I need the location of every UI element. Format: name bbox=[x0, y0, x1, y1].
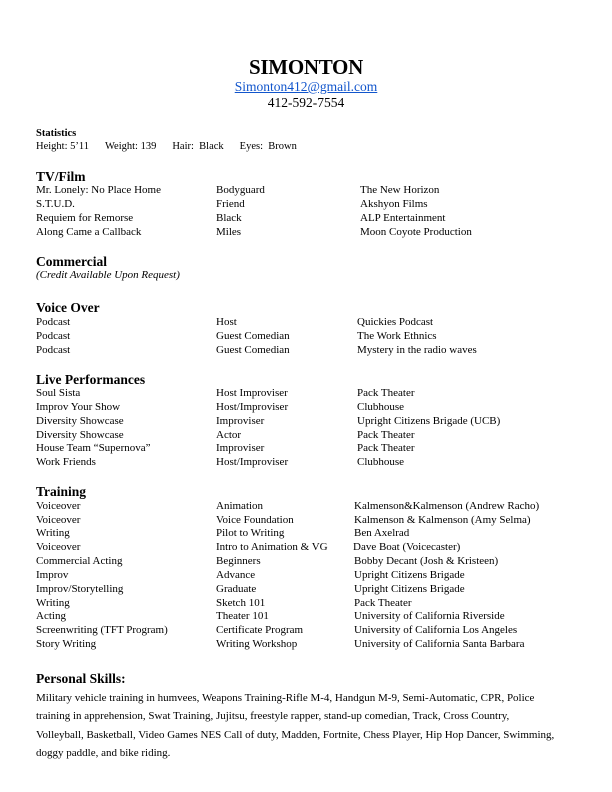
statistics-heading: Statistics bbox=[36, 128, 77, 139]
table-row bbox=[36, 527, 596, 541]
training-subject: Voiceover bbox=[36, 500, 81, 512]
training-course: Sketch 101 bbox=[216, 597, 266, 609]
table-row bbox=[36, 226, 596, 240]
training-school: Ben Axelrad bbox=[354, 527, 410, 539]
training-school: University of California Santa Barbara bbox=[354, 638, 525, 650]
table-row bbox=[36, 638, 596, 652]
training-school: Pack Theater bbox=[354, 597, 412, 609]
training-course: Theater 101 bbox=[216, 610, 269, 622]
training-school: University of California Riverside bbox=[354, 610, 505, 622]
table-row bbox=[36, 442, 596, 456]
training-school: Upright Citizens Brigade bbox=[354, 569, 465, 581]
training-subject: Voiceover bbox=[36, 514, 81, 526]
table-row bbox=[36, 541, 596, 555]
credit-role: Actor bbox=[216, 429, 242, 441]
stat-height: Height: 5’11 bbox=[36, 141, 89, 152]
statistics-row bbox=[36, 141, 313, 152]
credit-company: Pack Theater bbox=[357, 429, 415, 441]
credit-company: Pack Theater bbox=[357, 442, 415, 454]
credit-company: Quickies Podcast bbox=[357, 316, 434, 328]
table-row bbox=[36, 212, 596, 226]
credit-title: Requiem for Remorse bbox=[36, 212, 134, 224]
credit-company: Pack Theater bbox=[357, 387, 415, 399]
section-heading-voice-over: Voice Over bbox=[36, 300, 100, 315]
credit-role: Improviser bbox=[216, 415, 265, 427]
section-heading-personal-skills: Personal Skills: bbox=[36, 671, 126, 686]
credit-company: Upright Citizens Brigade (UCB) bbox=[357, 415, 501, 427]
credit-title: Work Friends bbox=[36, 456, 96, 468]
table-row bbox=[36, 330, 596, 344]
credit-title: Along Came a Callback bbox=[36, 226, 142, 238]
credit-company: Clubhouse bbox=[357, 456, 405, 468]
credit-title: Podcast bbox=[36, 316, 71, 328]
training-course: Writing Workshop bbox=[216, 638, 298, 650]
table-row bbox=[36, 456, 596, 470]
training-course: Animation bbox=[216, 500, 264, 512]
training-school: Dave Boat (Voicecaster) bbox=[353, 541, 461, 553]
credit-role: Guest Comedian bbox=[216, 330, 290, 342]
section-heading-training: Training bbox=[36, 484, 87, 499]
credit-role: Improviser bbox=[216, 442, 265, 454]
table-row bbox=[36, 415, 596, 429]
training-course: Pilot to Writing bbox=[216, 527, 285, 539]
credit-role: Host Improviser bbox=[216, 387, 288, 399]
training-school: Bobby Decant (Josh & Kristeen) bbox=[354, 555, 499, 567]
section-heading-tv-film: TV/Film bbox=[36, 169, 86, 184]
credit-company: Akshyon Films bbox=[360, 198, 428, 210]
table-row bbox=[36, 316, 596, 330]
credit-company: ALP Entertainment bbox=[360, 212, 446, 224]
credit-title: Improv Your Show bbox=[36, 401, 121, 413]
section-heading-live-performances: Live Performances bbox=[36, 372, 146, 387]
credit-role: Bodyguard bbox=[216, 184, 265, 196]
credit-title: S.T.U.D. bbox=[36, 198, 75, 210]
training-course: Beginners bbox=[216, 555, 261, 567]
personal-skills-text: Military vehicle training in humvees, Weapons Training-Rifle M-4, Handgun M-9, Semi-Automatic, CPR, Police training in apprehension, Swat Training, Jujitsu, freestyle rapper, stand-up comedian, Track, Cross Country, Volleyball, Basketball, Video Games NES Call of duty, Madden, Fortnite, Chess Player, Hip Hop Dancer, Swimming, doggy paddle, and bike riding. bbox=[36, 692, 555, 759]
credit-role: Host/Improviser bbox=[216, 401, 289, 413]
table-row bbox=[36, 387, 596, 401]
table-row bbox=[36, 429, 596, 443]
training-subject: Voiceover bbox=[36, 541, 81, 553]
training-course: Certificate Program bbox=[216, 624, 304, 636]
training-school: University of California Los Angeles bbox=[354, 624, 518, 636]
table-row bbox=[36, 514, 596, 528]
credit-role: Miles bbox=[216, 226, 242, 238]
training-subject: Improv/Storytelling bbox=[36, 583, 124, 595]
table-row bbox=[36, 583, 596, 597]
table-row bbox=[36, 569, 596, 583]
training-subject: Writing bbox=[36, 597, 70, 609]
credit-role: Black bbox=[216, 212, 242, 224]
stat-weight: Weight: 139 bbox=[104, 141, 157, 152]
table-row bbox=[36, 184, 596, 198]
section-heading-commercial: Commercial bbox=[36, 254, 107, 269]
training-course: Intro to Animation & VG bbox=[216, 541, 328, 553]
credit-company: Moon Coyote Production bbox=[360, 226, 472, 238]
resume-name: SIMONTON bbox=[249, 55, 363, 79]
credit-company: Mystery in the radio waves bbox=[357, 344, 477, 356]
credit-role: Host/Improviser bbox=[216, 456, 289, 468]
credit-company: Clubhouse bbox=[357, 401, 405, 413]
table-row bbox=[36, 597, 596, 611]
table-row bbox=[36, 610, 596, 624]
training-subject: Improv bbox=[36, 569, 69, 581]
credit-role: Friend bbox=[216, 198, 245, 210]
table-row bbox=[36, 198, 596, 212]
credit-role: Guest Comedian bbox=[216, 344, 290, 356]
table-row bbox=[36, 555, 596, 569]
training-school: Kalmenson & Kalmenson (Amy Selma) bbox=[354, 514, 531, 526]
training-course: Advance bbox=[216, 569, 256, 581]
credit-title: Soul Sista bbox=[36, 387, 81, 399]
stat-eyes: Eyes: Brown bbox=[239, 141, 297, 152]
credit-company: The Work Ethnics bbox=[357, 330, 437, 342]
training-subject: Commercial Acting bbox=[36, 555, 123, 567]
table-row bbox=[36, 500, 596, 514]
table-row bbox=[36, 344, 596, 358]
credit-title: Podcast bbox=[36, 330, 71, 342]
email-link[interactable]: Simonton412@gmail.com bbox=[234, 79, 378, 94]
credit-title: Diversity Showcase bbox=[36, 415, 124, 427]
phone-number: 412-592-7554 bbox=[267, 95, 345, 110]
credit-title: Diversity Showcase bbox=[36, 429, 124, 441]
table-row bbox=[36, 401, 596, 415]
training-subject: Screenwriting (TFT Program) bbox=[36, 624, 168, 636]
credit-title: House Team “Supernova” bbox=[36, 442, 151, 454]
credit-role: Host bbox=[216, 316, 237, 328]
credit-company: The New Horizon bbox=[360, 184, 440, 196]
table-row bbox=[36, 624, 596, 638]
training-subject: Writing bbox=[36, 527, 70, 539]
stat-hair: Hair: Black bbox=[172, 141, 224, 152]
credit-title: Podcast bbox=[36, 344, 71, 356]
commercial-note: (Credit Available Upon Request) bbox=[36, 269, 180, 281]
training-course: Voice Foundation bbox=[216, 514, 294, 526]
training-subject: Acting bbox=[36, 610, 66, 622]
training-school: Kalmenson&Kalmenson (Andrew Racho) bbox=[354, 500, 540, 512]
training-subject: Story Writing bbox=[36, 638, 97, 650]
training-course: Graduate bbox=[216, 583, 257, 595]
training-school: Upright Citizens Brigade bbox=[354, 583, 465, 595]
credit-title: Mr. Lonely: No Place Home bbox=[36, 184, 161, 196]
